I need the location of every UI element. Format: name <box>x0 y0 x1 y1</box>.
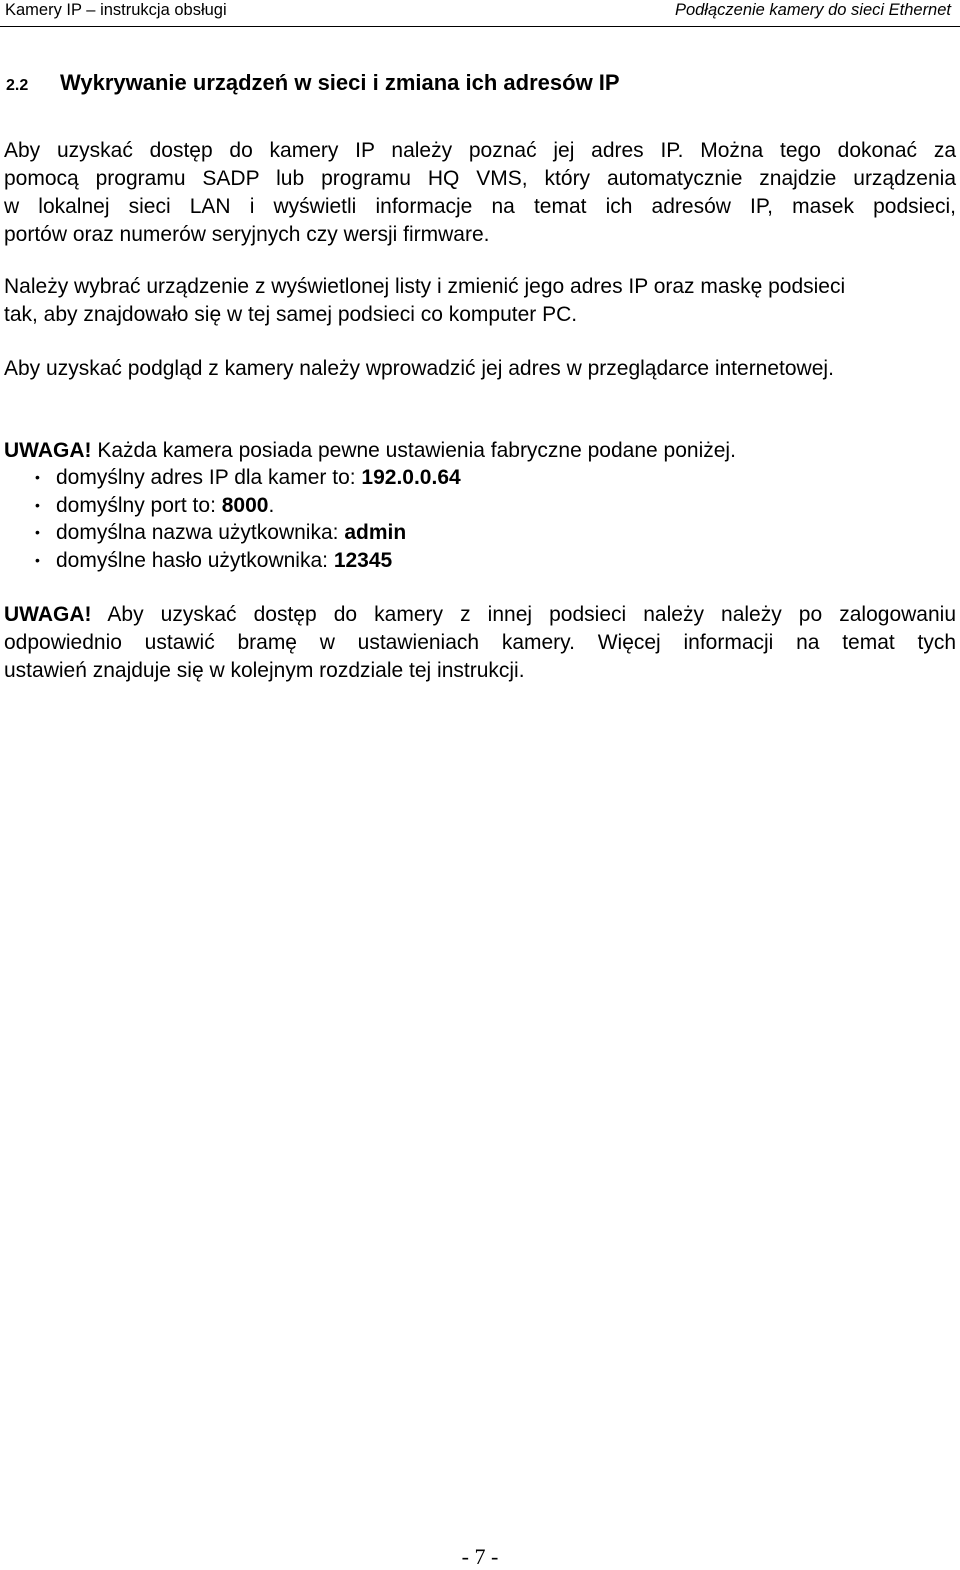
bullet-icon: • <box>35 551 40 568</box>
bullet-icon: • <box>35 524 40 540</box>
paragraph-line: ustawień znajduje się w kolejnym rozdziale tej instrukcji. <box>4 659 525 682</box>
paragraph-line: tak, aby znajdowało się w tej samej podsieci co komputer PC. <box>4 303 578 326</box>
notice-label: UWAGA! <box>4 439 92 462</box>
paragraph-line: odpowiednio ustawić bramę w ustawieniach kamery. Więcej informacji na temat tych <box>4 631 956 654</box>
document-title: Kamery IP – instrukcja obsługi <box>5 1 227 19</box>
page-header <box>0 0 960 27</box>
paragraph-line: pomocą programu SADP lub programu HQ VMS, który automatycznie znajdzie urządzenia <box>4 167 956 190</box>
notice-gateway <box>4 601 956 685</box>
paragraph-intro <box>4 137 956 249</box>
default-ip-value: 192.0.0.64 <box>361 466 461 489</box>
bullet-icon: • <box>35 496 40 513</box>
chapter-title: Podłączenie kamery do sieci Ethernet <box>674 1 951 19</box>
notice-text: Aby uzyskać dostęp do kamery z innej podsieci należy należy po zalogowaniu <box>91 603 956 626</box>
bullet-icon: • <box>35 469 40 485</box>
paragraph-browser <box>4 355 956 383</box>
list-item: • domyślna nazwa użytkownika: admin <box>4 519 461 547</box>
section-number: 2.2 <box>6 77 29 94</box>
notice-label: UWAGA! <box>4 603 92 626</box>
paragraph-select-device <box>4 273 956 329</box>
default-password-value: 12345 <box>333 548 393 572</box>
default-username-value: admin <box>344 521 407 544</box>
list-item: • domyślny port to: 8000. <box>4 492 461 520</box>
paragraph-line: Aby uzyskać podgląd z kamery należy wprowadzić jej adres w przeglądarce internetowej. <box>4 357 834 380</box>
paragraph-line: Należy wybrać urządzenie z wyświetlonej listy i zmienić jego adres IP oraz maskę podsieci <box>4 275 846 298</box>
defaults-list <box>4 464 461 574</box>
notice-defaults <box>4 437 956 465</box>
default-port-value: 8000 <box>221 493 269 517</box>
list-item: • domyślne hasło użytkownika: 12345 <box>4 547 461 575</box>
page-number: - 7 - <box>461 1544 499 1569</box>
notice-text: Każda kamera posiada pewne ustawienia fabryczne podane poniżej. <box>91 439 736 462</box>
paragraph-line: portów oraz numerów seryjnych czy wersji firmware. <box>4 223 490 246</box>
paragraph-line: w lokalnej sieci LAN i wyświetli informacje na temat ich adresów IP, masek podsieci, <box>4 195 956 218</box>
list-item: • domyślny adres IP dla kamer to: 192.0.0.64 <box>4 464 461 492</box>
section-title: Wykrywanie urządzeń w sieci i zmiana ich adresów IP <box>60 70 620 95</box>
section-heading <box>6 70 620 96</box>
paragraph-line: Aby uzyskać dostęp do kamery IP należy poznać jej adres IP. Można tego dokonać za <box>4 139 956 162</box>
